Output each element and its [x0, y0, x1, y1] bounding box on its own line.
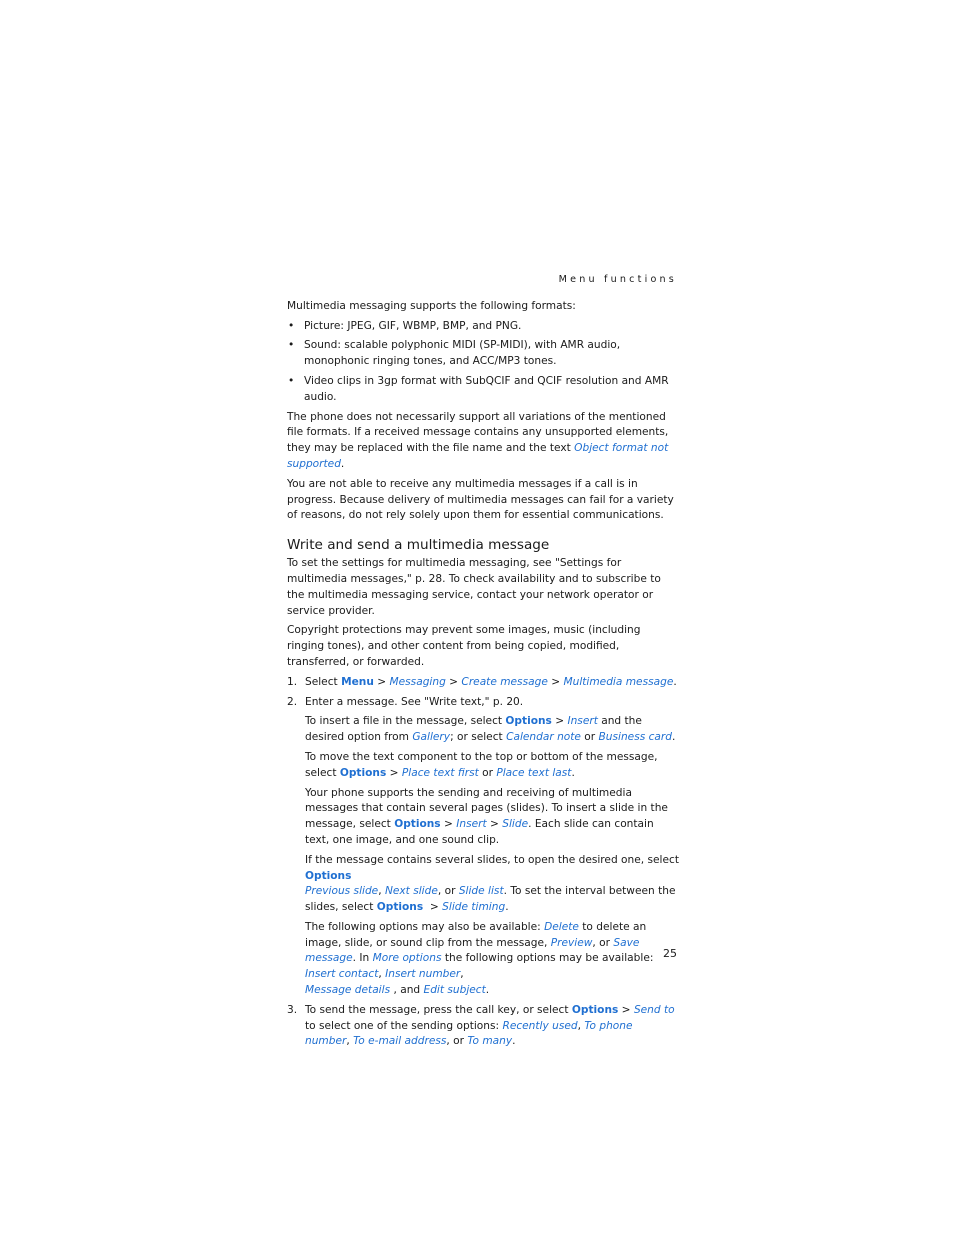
list-item: • Video clips in 3gp format with SubQCIF and QCIF resolution and AMR audio.	[287, 374, 679, 406]
step-number: 2.	[287, 695, 298, 708]
insert-contact-label: Insert contact	[305, 968, 379, 981]
separator: >	[486, 818, 503, 831]
step-1	[287, 675, 679, 691]
more-options-paragraph	[305, 920, 679, 999]
separator: >	[373, 675, 390, 688]
list-item: • Sound: scalable polyphonic MIDI (SP-MIDI), with AMR audio, monophonic ringing tones, and ACC/MP3 tones.	[287, 338, 679, 370]
step-text: , or	[446, 1035, 468, 1048]
messaging-label: Messaging	[389, 675, 446, 688]
paragraph-text: . Each slide can contain text, one image, and one sound clip.	[305, 818, 654, 846]
edit-subject-label: Edit subject	[423, 984, 486, 997]
step-number: 1.	[287, 675, 298, 688]
paragraph-text: to delete an image, slide, or sound clip from the message,	[305, 920, 647, 949]
insert-label: Insert	[567, 715, 598, 728]
support-paragraph	[287, 410, 679, 473]
options-label: Options	[394, 818, 441, 831]
paragraph-text: or	[580, 731, 599, 744]
previous-slide-label: Previous slide	[305, 885, 379, 898]
options-label: Options	[305, 869, 352, 882]
save-message-label: Save message	[305, 936, 640, 965]
options-label: Options	[339, 766, 387, 779]
delete-label: Delete	[544, 920, 579, 933]
paragraph-text: Your phone supports the sending and receiving of multimedia messages that contain several pages (slides). To insert a slide in the message, select	[305, 786, 668, 831]
paragraph-text: To insert a file in the message, select	[305, 715, 506, 728]
running-head: Menu functions	[558, 274, 677, 285]
preview-label: Preview	[550, 936, 593, 949]
paragraph-text: The phone does not necessarily support all variations of the mentioned file formats. If a received message contains any unsupported elements, they may be replaced with the file name and the text	[287, 410, 669, 455]
paragraph-text: ; or select	[450, 731, 507, 744]
page-body	[287, 272, 679, 1054]
recently-used-label: Recently used	[502, 1019, 578, 1032]
section-heading: Write and send a multimedia message	[287, 537, 550, 554]
place-text-first-label: Place text first	[401, 766, 479, 779]
options-label: Options	[376, 901, 424, 914]
paragraph-text: , or	[437, 885, 459, 898]
place-text-last-label: Place text last	[496, 766, 572, 779]
multimedia-message-label: Multimedia message	[563, 675, 674, 688]
send-to-label: Send to	[633, 1003, 675, 1016]
paragraph-text: . To set the interval between the slides, select	[305, 885, 676, 914]
paragraph-text: .	[672, 731, 676, 744]
separator: >	[618, 1003, 634, 1016]
insert-label: Insert	[456, 818, 487, 831]
slide-navigation-paragraph	[305, 853, 679, 916]
formats-list	[287, 319, 679, 406]
paragraph-text: .	[485, 984, 490, 997]
paragraph-text: and the desired option from	[305, 715, 642, 744]
step-text: ,	[346, 1035, 354, 1048]
step-number: 3.	[287, 1003, 298, 1016]
settings-paragraph: To set the settings for multimedia messaging, see "Settings for multimedia messages," p. 28. To check availability and to subscribe to the multimedia messaging service, contact your network operator or service provider.	[287, 557, 661, 617]
paragraph-text: If the message contains several slides, to open the desired one, select	[305, 853, 679, 866]
step-text: to select one of the sending options:	[305, 1019, 503, 1032]
separator: >	[423, 901, 443, 914]
business-card-label: Business card	[598, 731, 672, 744]
menu-label: Menu	[341, 675, 374, 688]
step-text: ,	[577, 1019, 585, 1032]
options-label: Options	[505, 715, 552, 728]
paragraph-text: ,	[378, 968, 386, 981]
page-number: 25	[663, 947, 677, 960]
step-text: Select	[305, 675, 342, 688]
insert-file-paragraph	[305, 714, 679, 746]
steps-list	[287, 675, 679, 1051]
separator: >	[445, 675, 462, 688]
list-item: • Picture: JPEG, GIF, WBMP, BMP, and PNG.	[287, 319, 679, 335]
slides-paragraph	[305, 786, 679, 849]
formats-intro: Multimedia messaging supports the following formats:	[287, 299, 576, 312]
step-text: .	[673, 675, 677, 688]
paragraph-text: ,	[460, 968, 464, 981]
create-message-label: Create message	[461, 675, 548, 688]
paragraph-text: .	[340, 457, 345, 470]
to-phone-number-label: To phone number	[305, 1019, 633, 1048]
step-3	[287, 1003, 679, 1050]
insert-number-label: Insert number	[385, 968, 461, 981]
to-email-address-label: To e-mail address	[353, 1035, 447, 1048]
paragraph-text: To move the text component to the top or bottom of the message, select	[305, 750, 658, 779]
paragraph-text: . In	[352, 952, 373, 965]
paragraph-text: or	[478, 766, 497, 779]
to-many-label: To many	[467, 1035, 513, 1048]
paragraph-text: The following options may also be available:	[305, 920, 545, 933]
slide-list-label: Slide list	[458, 885, 504, 898]
separator: >	[440, 818, 457, 831]
paragraph-text: ,	[378, 885, 385, 898]
step-text: Enter a message. See "Write text," p. 20.	[305, 695, 524, 708]
copyright-paragraph: Copyright protections may prevent some images, music (including ringing tones), and other content from being copied, modified, transferred, or forwarded.	[287, 624, 641, 668]
step-text: .	[512, 1035, 516, 1048]
step-2	[287, 695, 679, 999]
paragraph-text: .	[505, 901, 509, 914]
more-options-label: More options	[372, 952, 442, 965]
separator: >	[547, 675, 564, 688]
calendar-note-label: Calendar note	[506, 731, 581, 744]
message-details-label: Message details	[305, 984, 391, 997]
paragraph-text: , or	[592, 936, 614, 949]
move-text-paragraph	[305, 750, 679, 782]
options-label: Options	[571, 1003, 619, 1016]
slide-label: Slide	[502, 818, 529, 831]
gallery-label: Gallery	[412, 731, 451, 744]
step-text: To send the message, press the call key, or select	[305, 1003, 572, 1016]
slide-timing-label: Slide timing	[442, 901, 506, 914]
separator: >	[386, 766, 402, 779]
paragraph-text: the following options may be available:	[441, 952, 654, 965]
unsupported-text-label: Object format not supported	[287, 442, 669, 470]
call-note-paragraph: You are not able to receive any multimedia messages if a call is in progress. Because delivery of multimedia messages can fail for a variety of reasons, do not rely solely upon them for essential communications.	[287, 477, 674, 522]
paragraph-text: , and	[390, 984, 424, 997]
separator: >	[551, 715, 568, 728]
next-slide-label: Next slide	[384, 885, 438, 898]
paragraph-text: .	[571, 766, 575, 779]
